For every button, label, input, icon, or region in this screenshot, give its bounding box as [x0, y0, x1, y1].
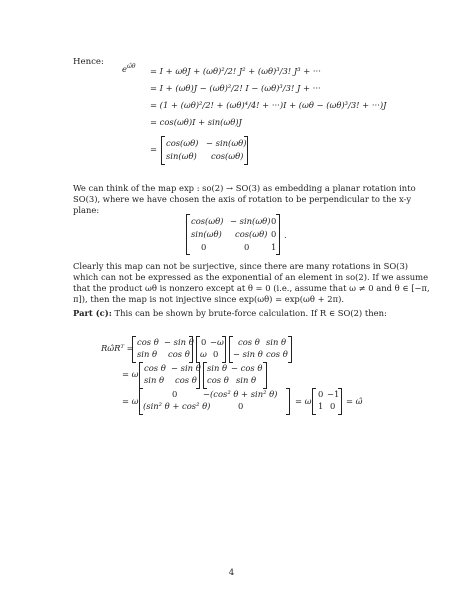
matrix-cell: −ω — [210, 337, 224, 347]
matrix-cell: 0 — [201, 337, 207, 347]
matrix-cell: cos(ωθ) — [191, 216, 224, 226]
eq2-line3-prefix: = ω — [122, 396, 139, 406]
matrix-cell: − sin θ — [164, 337, 194, 347]
matrix-cell: ω — [200, 349, 207, 359]
eq2-lhs: Rω̂Rᵀ = — [101, 343, 134, 353]
intro-text: Hence: — [73, 57, 104, 67]
matrix-cell: 0 — [318, 389, 324, 399]
eq1-equals: = — [150, 144, 158, 154]
eq1-line4: = cos(ωθ)I + sin(ωθ)J — [150, 117, 242, 127]
matrix-cell: 0 — [201, 242, 207, 252]
matrix-cell: cos θ — [266, 349, 288, 359]
matrix-cell: cos θ — [137, 337, 159, 347]
eq1-line1: = I + ωθJ + (ωθ)²/2! J² + (ωθ)³/3! J³ + ··· — [150, 66, 321, 76]
matrix-cell: − cos θ — [231, 363, 263, 373]
matrix-cell: 0 — [271, 216, 277, 226]
matrix-cell: − sin(ωθ) — [206, 138, 247, 148]
matrix-cell: −1 — [327, 389, 340, 399]
matrix-cell: − sin θ — [233, 349, 263, 359]
eq1-line2: = I + (ωθ)J − (ωθ)²/2! I − (ωθ)³/3! J + ··· — [150, 83, 321, 93]
eq2-result: = ω̂ — [346, 396, 363, 406]
matrix-cell: sin(ωθ) — [191, 229, 222, 239]
matrix-cell: 0 — [271, 229, 277, 239]
matrix-cell: sin θ — [236, 375, 257, 385]
matrix-cell: 1 — [318, 401, 324, 411]
matrix-cell: 1 — [271, 242, 277, 252]
matrix-cell: 0 — [330, 401, 336, 411]
matrix-cell: sin θ — [266, 337, 287, 347]
part-c-text: This can be shown by brute-force calculation. If R ∈ SO(2) then: — [114, 308, 387, 318]
matrix-cell: cos θ — [238, 337, 260, 347]
matrix-cell: cos θ — [207, 375, 229, 385]
eq1-line3: = (1 + (ωθ)²/2! + (ωθ)⁴/4! + ···)I + (ωθ − (ωθ)³/3! + ···)J — [150, 100, 387, 110]
eq2-line2-prefix: = ω — [122, 369, 139, 379]
matrix-cell: cos θ — [144, 363, 166, 373]
matrix-cell: cos(ωθ) — [235, 229, 268, 239]
matrix-cell: 0 — [172, 389, 178, 399]
matrix-cell: − sin θ — [171, 363, 201, 373]
matrix-cell: 0 — [244, 242, 250, 252]
matrix-cell: cos(ωθ) — [211, 151, 244, 161]
matrix-cell: (sin² θ + cos² θ) — [143, 401, 211, 411]
part-c-label: Part (c): — [73, 308, 112, 318]
matrix-cell: −(cos² θ + sin² θ) — [203, 389, 278, 399]
exp-lhs: $e^{\omegâ\theta}$ — [122, 63, 136, 74]
matrix-cell: cos θ — [175, 375, 197, 385]
part-c-paragraph — [73, 308, 433, 319]
page-number: 4 — [228, 568, 235, 578]
document-page: Hence: $e^{\omegâ\theta}$ = I + ωθJ + (ωθ)²/2! J² + (ωθ)³/3! J³ + ··· = I + (ωθ)J − (ωθ)²/2! I − (ωθ)³/3! J + ··· = (1 + (ωθ)²/2! + (ωθ)⁴/4! + ···)I + (ωθ − (ωθ)³/3! + ···)J = cos(ωθ)I + sin(ωθ)J = cos(ωθ) − sin(ωθ) sin(ωθ) cos(ωθ) We can think of the map exp : so(2) → SO(3) as embedding a planar rotation into SO(3), where we have chosen the axis of rotation to be perpendicular to the x-y plane: cos(ωθ) − sin(ωθ) 0 sin(ωθ) cos(ωθ) 0 0 0 1 . Clearly this map can not be surjective, since there are many rotations in SO(3) which can not be expressed as the exponential of an element in so(2). If we assume that the product ωθ is nonzero except at θ = 0 (i.e., assume that ω ≠ 0 and θ ∈ [−π, π]), then the map is not injective since exp(ωθ) = exp(ωθ + 2π). Part (c): This can be shown by brute-force calculation. If R ∈ SO(2) then: Rω̂Rᵀ = cos θ − sin θ sin θ cos θ 0 −ω ω 0 cos θ sin θ − sin θ cos θ = ω cos θ − sin θ sin θ cos θ sin θ − cos θ cos θ sin θ = ω 0 −(cos² θ + sin² θ) (sin² θ + cos² θ) 0 = ω 0 −1 1 0 = ω̂ 4 — [0, 0, 463, 599]
matrix-cell: sin θ — [144, 375, 165, 385]
paragraph-embedding: We can think of the map exp : so(2) → SO(3) as embedding a planar rotation into SO(3), where we have chosen the axis of rotation to be perpendicular to the x-y plane: — [73, 183, 416, 215]
eq2-omega: = ω — [295, 396, 312, 406]
matrix-cell: 0 — [238, 401, 244, 411]
matrix-cell: − sin(ωθ) — [230, 216, 271, 226]
paragraph-surjective: Clearly this map can not be surjective, since there are many rotations in SO(3) which can not be expressed as the exponential of an element in so(2). If we assume that the product ωθ is nonzero except at θ = 0 (i.e., assume that ω ≠ 0 and θ ∈ [−π, π]), then the map is not injective since exp(ωθ) = exp(ωθ + 2π). — [73, 261, 430, 304]
matrix-cell: 0 — [213, 349, 219, 359]
matrix-cell: cos(ωθ) — [166, 138, 199, 148]
matrix-cell: cos θ — [168, 349, 190, 359]
matrix-cell: sin(ωθ) — [166, 151, 197, 161]
matrix-cell: sin θ — [137, 349, 158, 359]
matrix-cell: sin θ — [207, 363, 228, 373]
